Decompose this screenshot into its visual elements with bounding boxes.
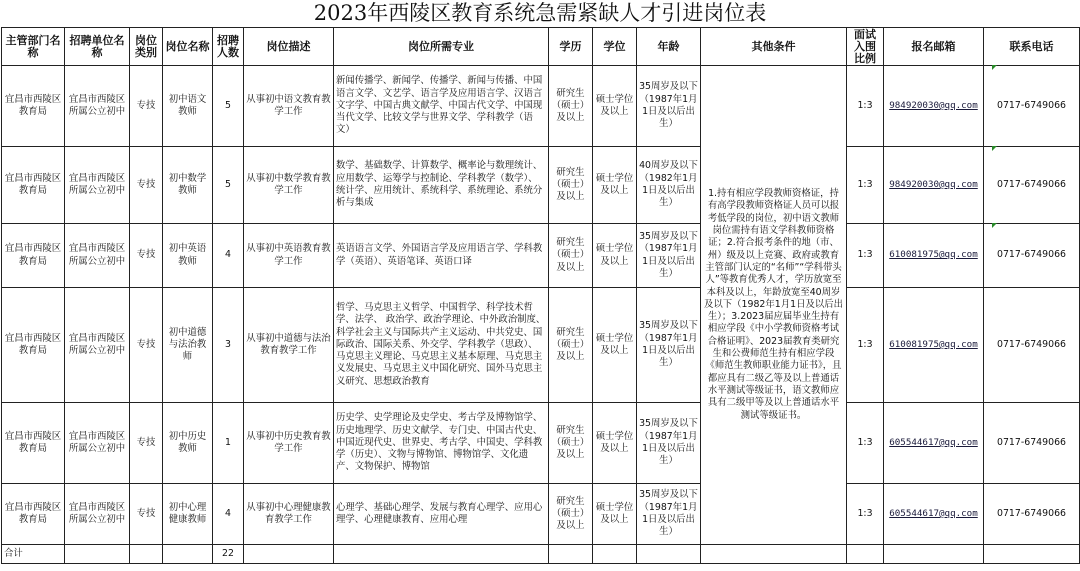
email-link[interactable]: 610081975@qq.com	[884, 288, 984, 403]
email-link[interactable]: 605544617@qq.com	[884, 403, 984, 484]
position-cell: 初中数学教师	[163, 147, 213, 224]
desc-cell: 从事初中道德与法治教育教学工作	[244, 288, 334, 403]
table-row	[2, 288, 1080, 403]
desc-cell: 从事初中数学教育教学工作	[244, 147, 334, 224]
unit-cell: 宜昌市西陵区所属公立初中	[65, 66, 130, 147]
dept-cell: 宜昌市西陵区教育局	[2, 403, 65, 484]
unit-cell: 宜昌市西陵区所属公立初中	[65, 403, 130, 484]
degree-cell: 硕士学位及以上	[593, 484, 637, 545]
unit-cell: 宜昌市西陵区所属公立初中	[65, 484, 130, 545]
edu-cell: 研究生（硕士）及以上	[549, 403, 593, 484]
dept-cell: 宜昌市西陵区教育局	[2, 224, 65, 288]
category-cell: 专技	[130, 66, 163, 147]
header-category: 岗位类别	[130, 28, 163, 66]
total-count: 22	[213, 545, 244, 564]
count-cell: 1	[213, 403, 244, 484]
edu-cell: 研究生（硕士）及以上	[549, 484, 593, 545]
phone-cell: 0717-6749066	[984, 484, 1080, 545]
header-major: 岗位所需专业	[334, 28, 549, 66]
edu-cell: 研究生（硕士）及以上	[549, 147, 593, 224]
email-link[interactable]: 984920030@qq.com	[884, 147, 984, 224]
dept-cell: 宜昌市西陵区教育局	[2, 66, 65, 147]
desc-cell: 从事初中历史教育教学工作	[244, 403, 334, 484]
count-cell: 4	[213, 224, 244, 288]
unit-cell: 宜昌市西陵区所属公立初中	[65, 288, 130, 403]
unit-cell: 宜昌市西陵区所属公立初中	[65, 224, 130, 288]
recruitment-table	[1, 27, 1080, 564]
empty-cell	[334, 545, 549, 564]
cell-comment-mark	[992, 223, 997, 228]
major-cell: 历史学、史学理论及史学史、考古学及博物馆学、历史地理学、历史文献学、专门史、中国古代史、中国近现代史、世界史、考古学、中国史、学科教学（历史）、文物与博物馆、博物馆学、文化遗产、文物保护、博物馆	[334, 403, 549, 484]
header-row	[2, 28, 1080, 66]
header-age: 年龄	[637, 28, 701, 66]
empty-cell	[847, 545, 884, 564]
ratio-cell: 1:3	[847, 403, 884, 484]
degree-cell: 硕士学位及以上	[593, 224, 637, 288]
degree-cell: 硕士学位及以上	[593, 147, 637, 224]
header-desc: 岗位描述	[244, 28, 334, 66]
degree-cell: 硕士学位及以上	[593, 288, 637, 403]
count-cell: 3	[213, 288, 244, 403]
count-cell: 4	[213, 484, 244, 545]
table-row	[2, 403, 1080, 484]
email-link[interactable]: 610081975@qq.com	[884, 224, 984, 288]
header-phone: 联系电话	[984, 28, 1080, 66]
position-cell: 初中历史教师	[163, 403, 213, 484]
major-cell: 新闻传播学、新闻学、传播学、新闻与传播、中国语言文学、文艺学、语言学及应用语言学、汉语言文字学、中国古典文献学、中国古代文学、中国现当代文学、比较文学与世界文学、学科教学（语文）	[334, 66, 549, 147]
cell-comment-mark	[992, 65, 997, 70]
table-row	[2, 224, 1080, 288]
major-cell: 英语语言文学、外国语言学及应用语言学、学科教学（英语）、英语笔译、英语口译	[334, 224, 549, 288]
empty-cell	[163, 545, 213, 564]
empty-cell	[984, 545, 1080, 564]
header-count: 招聘人数	[213, 28, 244, 66]
empty-cell	[593, 545, 637, 564]
age-cell: 35周岁及以下（1987年1月1日及以后出生）	[637, 484, 701, 545]
position-cell: 初中语文教师	[163, 66, 213, 147]
empty-cell	[884, 545, 984, 564]
empty-cell	[637, 545, 701, 564]
edu-cell: 研究生（硕士）及以上	[549, 224, 593, 288]
count-cell: 5	[213, 66, 244, 147]
category-cell: 专技	[130, 224, 163, 288]
header-position: 岗位名称	[163, 28, 213, 66]
table-row	[2, 147, 1080, 224]
position-cell: 初中英语教师	[163, 224, 213, 288]
dept-cell: 宜昌市西陵区教育局	[2, 484, 65, 545]
ratio-cell: 1:3	[847, 288, 884, 403]
email-link[interactable]: 984920030@qq.com	[884, 66, 984, 147]
desc-cell: 从事初中心理健康教育教学工作	[244, 484, 334, 545]
phone-cell: 0717-6749066	[984, 147, 1080, 224]
major-cell: 心理学、基础心理学、发展与教育心理学、应用心理学、心理健康教育、应用心理	[334, 484, 549, 545]
empty-cell	[130, 545, 163, 564]
header-edu: 学历	[549, 28, 593, 66]
age-cell: 35周岁及以下（1987年1月1日及以后出生）	[637, 66, 701, 147]
position-cell: 初中道德与法治教师	[163, 288, 213, 403]
phone-cell: 0717-6749066	[984, 403, 1080, 484]
empty-cell	[549, 545, 593, 564]
header-other: 其他条件	[701, 28, 847, 66]
header-dept: 主管部门名称	[2, 28, 65, 66]
empty-cell	[65, 545, 130, 564]
ratio-cell: 1:3	[847, 147, 884, 224]
table-row	[2, 484, 1080, 545]
dept-cell: 宜昌市西陵区教育局	[2, 147, 65, 224]
age-cell: 40周岁及以下（1982年1月1日及以后出生）	[637, 147, 701, 224]
dept-cell: 宜昌市西陵区教育局	[2, 288, 65, 403]
major-cell: 数学、基础数学、计算数学、概率论与数理统计、应用数学、运筹学与控制论、学科教学（数学）、统计学、应用统计、系统科学、系统理论、系统分析与集成	[334, 147, 549, 224]
empty-cell	[701, 545, 847, 564]
ratio-cell: 1:3	[847, 66, 884, 147]
desc-cell: 从事初中语文教育教学工作	[244, 66, 334, 147]
table-row	[2, 66, 1080, 147]
category-cell: 专技	[130, 288, 163, 403]
phone-cell: 0717-6749066	[984, 66, 1080, 147]
age-cell: 35周岁及以下（1987年1月1日及以后出生）	[637, 403, 701, 484]
unit-cell: 宜昌市西陵区所属公立初中	[65, 147, 130, 224]
page-title: 2023年西陵区教育系统急需紧缺人才引进岗位表	[313, 1, 767, 25]
header-degree: 学位	[593, 28, 637, 66]
degree-cell: 硕士学位及以上	[593, 66, 637, 147]
ratio-cell: 1:3	[847, 484, 884, 545]
total-row	[2, 545, 1080, 564]
count-cell: 5	[213, 147, 244, 224]
major-cell: 哲学、马克思主义哲学、中国哲学、科学技术哲学、法学、 政治学、政治学理论、中外政治制度、科学社会主义与国际共产主义运动、中共党史、国际政治、国际关系、外交学、学科教学（思政）、马克思主义理论、马克思主义基本原理、马克思主义发展史、马克思主义中国化研究、国外马克思主义研究、思想政治教育	[334, 288, 549, 403]
age-cell: 35周岁及以下（1987年1月1日及以后出生）	[637, 224, 701, 288]
header-email: 报名邮箱	[884, 28, 984, 66]
edu-cell: 研究生（硕士）及以上	[549, 288, 593, 403]
email-link[interactable]: 605544617@qq.com	[884, 484, 984, 545]
category-cell: 专技	[130, 484, 163, 545]
degree-cell: 硕士学位及以上	[593, 403, 637, 484]
other-conditions-cell: 1.持有相应学段教师资格证，持有高学段教师资格证人员可以报考低学段的岗位，初中语文教师岗位需持有语文学科教师资格证；2.符合报考条件的地（市、州）级及以上竞赛、政府或教育主管部门认定的“名师”“学科带头人”等教育优秀人才，学历放宽至本科及以上，年龄放宽至40周岁及以下（1982年1月1日及以后出生）；3.2023届应届毕业生持有相应学段《中小学教师资格考试合格证明》、2023届教育类研究生和公费师范生持有相应学段《师范生教师职业能力证书》，且都应具有二级乙等及以上普通话水平测试等级证书，语文教师应具有二级甲等及以上普通话水平测试等级证书。	[701, 66, 847, 545]
header-ratio: 面试入围比例	[847, 28, 884, 66]
edu-cell: 研究生（硕士）及以上	[549, 66, 593, 147]
total-label: 合计	[2, 545, 65, 564]
cell-comment-mark	[992, 146, 997, 151]
desc-cell: 从事初中英语教育教学工作	[244, 224, 334, 288]
header-unit: 招聘单位名称	[65, 28, 130, 66]
empty-cell	[244, 545, 334, 564]
phone-cell: 0717-6749066	[984, 288, 1080, 403]
category-cell: 专技	[130, 147, 163, 224]
age-cell: 35周岁及以下（1987年1月1日及以后出生）	[637, 288, 701, 403]
position-cell: 初中心理健康教师	[163, 484, 213, 545]
phone-cell: 0717-6749066	[984, 224, 1080, 288]
category-cell: 专技	[130, 403, 163, 484]
ratio-cell: 1:3	[847, 224, 884, 288]
